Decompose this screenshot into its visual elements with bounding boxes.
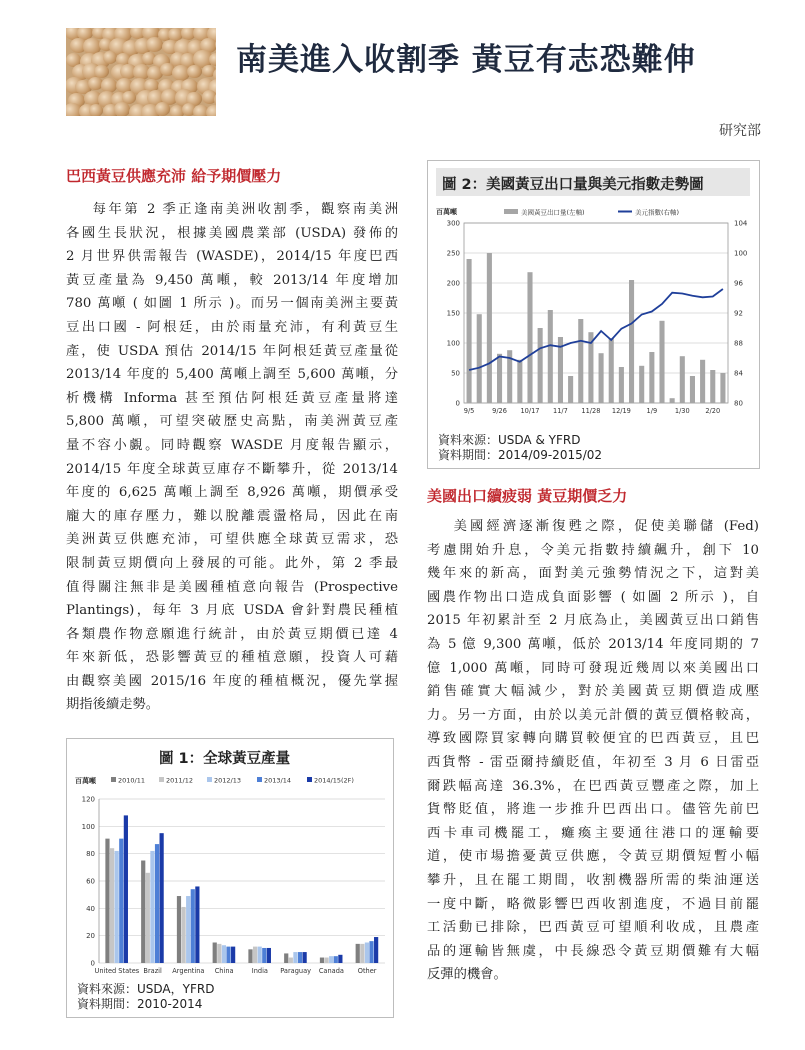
- body-line: 年來新低，恐影響黃豆的種植意願，投資人可藉: [66, 650, 398, 666]
- bar: [680, 356, 685, 403]
- y-tick-label-right: 104: [734, 219, 748, 228]
- bar: [105, 839, 109, 963]
- bar: [578, 319, 583, 403]
- body-line: 品的運輸皆無虞，中長線恐令黃豆期價難有大幅: [427, 943, 759, 959]
- legend-label: 2011/12: [166, 776, 194, 785]
- y-tick-label: 80: [86, 850, 95, 859]
- bar: [649, 352, 654, 403]
- bar: [213, 943, 217, 964]
- bar: [160, 833, 164, 963]
- soybean: [155, 102, 170, 116]
- page-title: 南美進入收割季 黃豆有志恐難伸: [236, 42, 696, 78]
- body-line: 2 月世界供需報告 (WASDE)，2014/15 年度巴西: [66, 249, 398, 265]
- legend-label: 美元指數(右軸): [635, 208, 680, 217]
- bar: [253, 947, 257, 963]
- bar: [619, 367, 624, 403]
- section2-body: [427, 515, 759, 987]
- body-line: 西卡車司機罷工，癱瘓主要通往港口的運輸要: [427, 825, 759, 841]
- bar: [538, 328, 543, 403]
- body-line: 道，使市場擔憂黃豆供應，令黃豆期價短暫小幅: [427, 849, 759, 865]
- body-line: 幾年來的新高，面對美元強勢情況之下，這對美: [427, 566, 759, 582]
- bar: [110, 848, 114, 963]
- bar: [222, 945, 226, 963]
- figure1-chart: [67, 771, 391, 981]
- body-line: 攀升，且在罷工期間，收割機器所需的柴油運送: [427, 872, 759, 888]
- bar: [467, 259, 472, 403]
- department-label: 研究部: [719, 123, 761, 139]
- y-tick-label-right: 88: [734, 339, 743, 348]
- y-tick-label-right: 100: [734, 249, 748, 258]
- soybean: [114, 102, 130, 116]
- y-tick-label-right: 92: [734, 309, 743, 318]
- bar: [356, 944, 360, 963]
- body-line: 量不容小覷。同時觀察 WASDE 月度報告顯示，: [66, 437, 398, 453]
- bar: [365, 943, 369, 964]
- body-line: 為 5 億 9,300 萬噸，低於 2013/14 年度同期的 7: [427, 636, 759, 652]
- bar: [150, 851, 154, 963]
- bar: [517, 360, 522, 403]
- bar: [659, 321, 664, 403]
- x-tick-label: 1/9: [646, 407, 658, 415]
- soybean: [89, 104, 104, 116]
- body-line: 億 1,000 萬噸，同時可發現近幾周以來美國出口: [427, 660, 759, 676]
- bar: [710, 370, 715, 403]
- x-tick-label: Brazil: [143, 967, 162, 975]
- legend-label: 2012/13: [214, 776, 242, 785]
- bar: [324, 958, 328, 963]
- bar: [186, 896, 190, 963]
- bar: [141, 861, 145, 964]
- bar: [124, 815, 128, 963]
- bar: [191, 889, 195, 963]
- figure2-box: [427, 160, 760, 469]
- bar: [527, 272, 532, 403]
- bar: [690, 376, 695, 403]
- bar: [670, 398, 675, 403]
- body-line: 年度的 6,625 萬噸上調至 8,926 萬噸，期價承受: [66, 485, 398, 501]
- body-line: 豆出口國 - 阿根廷，由於雨量充沛，有利黃豆生: [66, 319, 398, 335]
- y-tick-label: 120: [81, 795, 95, 804]
- chart2-ylabel: 百萬噸: [436, 208, 457, 216]
- x-tick-label: 9/5: [463, 407, 475, 415]
- y-tick-label-right: 84: [734, 369, 743, 378]
- bar: [177, 896, 181, 963]
- body-line: 2013/14 年度的 5,400 萬噸上調至 5,600 萬噸，分: [66, 367, 398, 383]
- bar: [599, 353, 604, 403]
- bar: [231, 947, 235, 963]
- y-tick-label: 60: [86, 877, 95, 886]
- body-line: 考慮開始升息，令美元指數持續飆升，創下 10: [427, 542, 759, 558]
- soybean: [187, 65, 202, 78]
- chart1-ylabel: 百萬噸: [75, 777, 96, 785]
- legend-swatch: [111, 777, 116, 782]
- body-line: 各類農作物意願進行統計，由於黃豆期價已達 4: [66, 626, 398, 642]
- bar: [248, 949, 252, 963]
- legend-label: 美國黃豆出口量(左軸): [521, 208, 585, 217]
- y-tick-label-right: 96: [734, 279, 743, 288]
- bar: [609, 338, 614, 403]
- body-line: 限制黃豆期價向上發展的可能。此外，第 2 季最: [66, 555, 398, 571]
- body-line: 780 萬噸 ( 如圖 1 所示 )。而另一個南美洲主要黃: [66, 296, 398, 312]
- bar: [226, 947, 230, 963]
- x-tick-label: China: [214, 967, 234, 975]
- body-line: 反彈的機會。: [427, 967, 507, 983]
- bar: [284, 953, 288, 963]
- section1-body: [66, 198, 398, 717]
- legend-label: 2014/15(2F): [314, 776, 354, 785]
- soybean-photo: [66, 28, 216, 116]
- y-tick-label-left: 50: [451, 369, 460, 378]
- bar: [293, 952, 297, 963]
- bar: [568, 376, 573, 403]
- y-tick-label-right: 80: [734, 399, 743, 408]
- x-tick-label: 1/30: [674, 407, 690, 415]
- x-tick-label: 10/17: [520, 407, 540, 415]
- body-line: 國農作物出口造成負面影響 ( 如圖 2 所示 )，自: [427, 589, 759, 605]
- bar: [369, 941, 373, 963]
- y-tick-label-left: 300: [446, 219, 460, 228]
- x-tick-label: 11/28: [581, 407, 601, 415]
- bar: [639, 366, 644, 403]
- x-tick-label: Paraguay: [280, 967, 312, 975]
- figure1-title: 圖 1：全球黃豆產量: [159, 751, 291, 767]
- y-tick-label: 100: [81, 822, 95, 831]
- body-line: 西貨幣 - 雷亞爾持續貶值，年初至 3 月 6 日雷亞: [427, 754, 759, 770]
- body-line: 力。另一方面，由於以美元計價的黃豆價格較高，: [427, 707, 759, 723]
- legend-label: 2010/11: [118, 776, 146, 785]
- bar: [267, 948, 271, 963]
- y-tick-label: 0: [90, 959, 95, 968]
- body-line: 銷售確實大幅減少，對於美國黃豆期價造成壓: [427, 684, 759, 700]
- legend-label: 2013/14: [264, 776, 292, 785]
- bar: [334, 956, 338, 963]
- figure2-title: 圖 2：美國黃豆出口量與美元指數走勢圖: [442, 177, 704, 193]
- y-tick-label-left: 250: [446, 249, 460, 258]
- body-line: 析機構 Informa 甚至預估阿根廷黃豆產量將達: [66, 390, 398, 406]
- soybean: [103, 51, 117, 64]
- x-tick-label: 2/20: [705, 407, 721, 415]
- bar: [115, 851, 119, 963]
- body-line: Plantings)，每年 3 月底 USDA 會針對農民種植: [66, 603, 398, 619]
- body-line: 一度中斷，略微影響巴西收割進度，不過目前罷: [427, 896, 759, 912]
- bar: [548, 310, 553, 403]
- figure2-chart: [428, 203, 757, 429]
- bar: [720, 373, 725, 403]
- y-tick-label-left: 100: [446, 339, 460, 348]
- y-tick-label-left: 0: [455, 399, 460, 408]
- bar: [146, 873, 150, 963]
- x-tick-label: Canada: [318, 967, 344, 975]
- x-tick-label: India: [251, 967, 268, 975]
- figure1-box: [66, 738, 394, 1018]
- legend-swatch: [307, 777, 312, 782]
- bar: [329, 956, 333, 963]
- body-line: 每年第 2 季正逢南美洲收割季，觀察南美洲: [92, 202, 398, 217]
- bar: [155, 844, 159, 963]
- y-tick-label: 40: [86, 904, 95, 913]
- bar: [298, 952, 302, 963]
- section2-heading: 美國出口續疲弱 黃豆期價乏力: [427, 487, 628, 505]
- bar: [338, 955, 342, 963]
- figure2-source: 資料來源：USDA & YFRD: [438, 433, 581, 447]
- bar: [629, 280, 634, 403]
- body-line: 黃豆產量為 9,450 萬噸，較 2013/14 年度增加: [66, 272, 398, 288]
- bar: [360, 944, 364, 963]
- body-line: 爾跌幅高達 36.3%，在巴西黃豆豐產之際，加上: [427, 778, 759, 794]
- x-tick-label: 11/7: [553, 407, 568, 415]
- bar: [289, 958, 293, 963]
- bar: [320, 958, 324, 963]
- bar: [303, 952, 307, 963]
- legend-swatch: [257, 777, 262, 782]
- body-line: 導致國際買家轉向購買較便宜的巴西黃豆，且巴: [427, 731, 759, 747]
- body-line: 值得關注無非是美國種植意向報告 (Prospective: [66, 579, 398, 595]
- figure2-period: 資料期間：2014/09-2015/02: [438, 448, 603, 462]
- legend-swatch: [504, 209, 518, 214]
- y-tick-label-left: 150: [446, 309, 460, 318]
- x-tick-label: United States: [94, 967, 140, 975]
- bar: [497, 354, 502, 403]
- bar: [262, 948, 266, 963]
- bar: [700, 360, 705, 403]
- body-line: 龐大的庫存壓力，難以脫離震盪格局，因此在南: [66, 508, 398, 524]
- x-tick-label: 12/19: [611, 407, 631, 415]
- body-line: 貨幣貶值，將進一步推升巴西出口。儘管先前巴: [427, 802, 759, 818]
- body-line: 美洲黃豆供應充沛，可望供應全球黃豆需求，恐: [66, 532, 398, 548]
- x-tick-label: Argentina: [172, 967, 205, 975]
- bar: [258, 947, 262, 963]
- bar: [477, 314, 482, 403]
- section1-heading: 巴西黃豆供應充沛 給予期價壓力: [66, 167, 282, 185]
- soybean: [206, 105, 216, 117]
- figure1-period: 資料期間：2010-2014: [77, 997, 203, 1011]
- body-line: 產，使 USDA 預估 2014/15 年阿根廷黃豆產量從: [66, 343, 398, 359]
- y-tick-label-left: 200: [446, 279, 460, 288]
- bar: [119, 839, 123, 963]
- bar: [217, 944, 221, 963]
- bar: [181, 907, 185, 963]
- legend-swatch: [159, 777, 164, 782]
- bar: [195, 886, 199, 963]
- x-tick-label: 9/26: [492, 407, 507, 415]
- body-line: 5,800 萬噸，可望突破歷史高點，南美洲黃豆產: [66, 414, 398, 430]
- legend-swatch: [207, 777, 212, 782]
- body-line: 期指後續走勢。: [66, 697, 160, 713]
- body-line: 2015 年初累計至 2 月底為止，美國黃豆出口銷售: [427, 613, 759, 629]
- body-line: 美國經濟逐漸復甦之際，促使美聯儲 (Fed): [453, 519, 759, 534]
- x-tick-label: Other: [357, 967, 377, 975]
- bar: [374, 937, 378, 963]
- y-tick-label: 20: [86, 932, 95, 941]
- soybean: [146, 37, 163, 52]
- body-line: 各國生長狀況，根據美國農業部 (USDA) 發佈的: [66, 225, 398, 241]
- body-line: 工活動已排除，巴西黃豆可望順利收成，且農產: [427, 920, 759, 936]
- body-line: 由觀察美國 2015/16 年度的種植概況，優先掌握: [66, 673, 398, 689]
- body-line: 2014/15 年度全球黃豆庫存不斷攀升，從 2013/14: [66, 461, 398, 477]
- figure1-source: 資料來源：USDA，YFRD: [77, 982, 215, 996]
- bar: [487, 253, 492, 403]
